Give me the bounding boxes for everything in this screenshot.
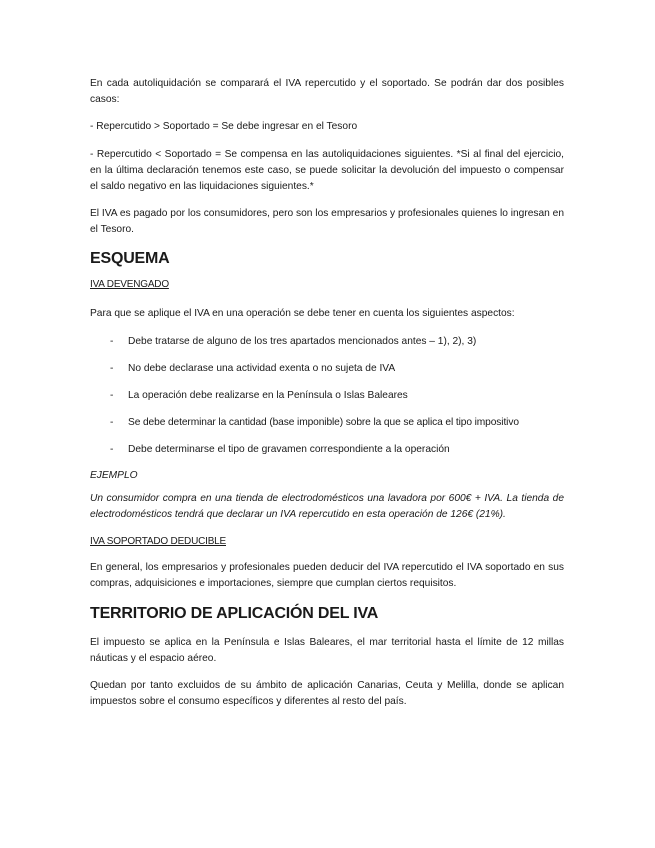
dash-bullet: - (110, 390, 114, 401)
ejemplo-label: EJEMPLO (90, 470, 138, 481)
list-item-text: Se debe determinar la cantidad (base imponible) sobre la que se aplica el tipo impositivo (128, 417, 519, 428)
case-repercutido-menor: - Repercutido < Soportado = Se compensa en las autoliquidaciones siguientes. *Si al final del ejercicio, en la última declaración tenemos este caso, se puede solicitar la devolución del impuesto o compensar el saldo negativo en las liquidaciones siguientes.* (90, 149, 564, 192)
territorio-paragraph: Quedan por tanto excluidos de su ámbito de aplicación Canarias, Ceuta y Melilla, donde se aplican impuestos sobre el consumo específicos y diferentes al resto del país. (90, 680, 564, 707)
list-item (90, 388, 564, 404)
list-item-text: No debe declarase una actividad exenta o no sujeta de IVA (128, 363, 396, 374)
esquema-heading: ESQUEMA (90, 250, 170, 267)
document-page (90, 76, 564, 710)
dash-bullet: - (110, 417, 114, 428)
iva-soportado-subheading: IVA SOPORTADO DEDUCIBLE (90, 536, 226, 547)
dash-bullet: - (110, 444, 114, 455)
iva-soportado-text: En general, los empresarios y profesionales pueden deducir del IVA repercutido el IVA soportado en sus compras, adquisiciones e importaciones, siempre que cumplan ciertos requisitos. (90, 562, 564, 589)
intro-paragraph: En cada autoliquidación se comparará el IVA repercutido y el soportado. Se podrán dar dos posibles casos: (90, 78, 564, 105)
territorio-heading: TERRITORIO DE APLICACIÓN DEL IVA (90, 605, 379, 622)
case-repercutido-mayor: - Repercutido > Soportado = Se debe ingresar en el Tesoro (90, 121, 358, 132)
list-item-text: Debe tratarse de alguno de los tres apartados mencionados antes – 1), 2), 3) (128, 336, 477, 347)
consumer-paragraph: El IVA es pagado por los consumidores, pero son los empresarios y profesionales quienes lo ingresan en el Tesoro. (90, 208, 564, 235)
list-item (90, 361, 564, 377)
dash-bullet: - (110, 336, 114, 347)
list-item (90, 334, 564, 350)
iva-devengado-intro: Para que se aplique el IVA en una operación se debe tener en cuenta los siguientes aspectos: (90, 308, 515, 319)
territorio-paragraph: El impuesto se aplica en la Península e Islas Baleares, el mar territorial hasta el límite de 12 millas náuticas y el espacio aéreo. (90, 637, 564, 664)
list-item (90, 415, 564, 431)
aspects-list (90, 334, 564, 458)
dash-bullet: - (110, 363, 114, 374)
ejemplo-text: Un consumidor compra en una tienda de electrodomésticos una lavadora por 600€ + IVA. La tienda de electrodomésticos tendrá que declarar un IVA repercutido en esta operación de 126€ (21%). (90, 493, 564, 520)
iva-devengado-subheading: IVA DEVENGADO (90, 279, 169, 290)
list-item-text: Debe determinarse el tipo de gravamen correspondiente a la operación (128, 444, 450, 455)
list-item (90, 442, 564, 458)
list-item-text: La operación debe realizarse en la Península o Islas Baleares (128, 390, 408, 401)
